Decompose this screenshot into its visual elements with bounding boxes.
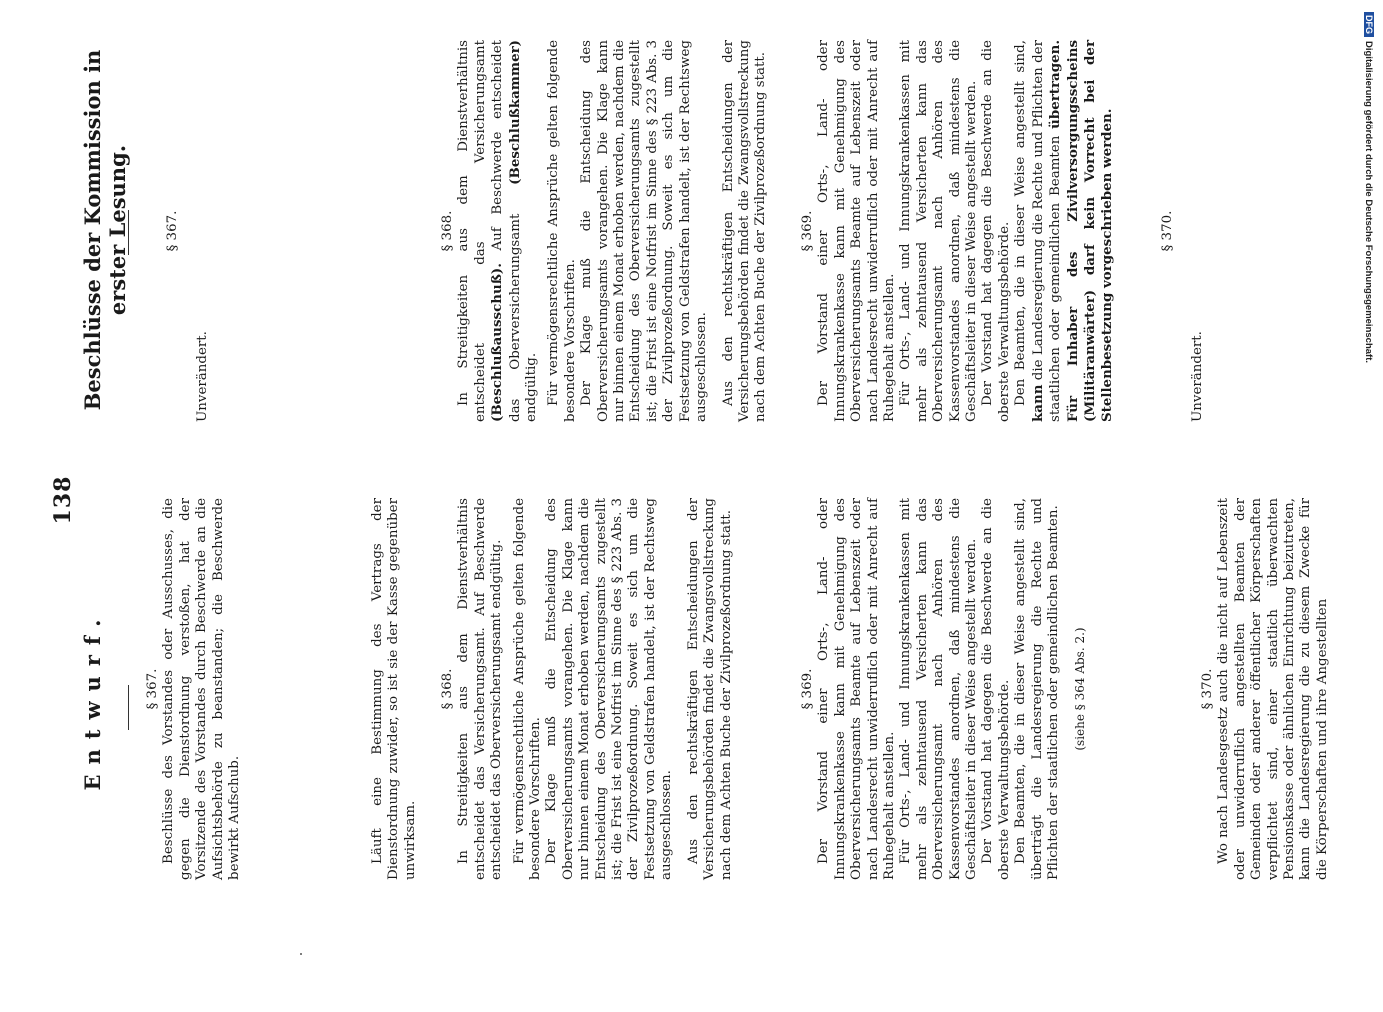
section-heading: § 369. xyxy=(800,210,815,252)
paragraph: In Streitigkeiten aus dem Dienstverhältnis entscheidet das Versicherungsamt. Auf Beschwerde entscheidet das Oberversicherungsamt endgültig. xyxy=(456,498,505,880)
paragraph: Für vermögensrechtliche Ansprüche gelten folgende besondere Vorschriften. xyxy=(546,40,578,422)
section-heading: § 367. xyxy=(145,668,160,710)
scan-speck xyxy=(300,953,302,955)
right-column-section-368 xyxy=(440,40,770,422)
right-column-section-370 xyxy=(1160,40,1207,422)
paragraph: Für Orts-, Land- und Innungskrankenkassen mit mehr als zehntausend Versicherten kann das Oberversicherungsamt nach Anhören des Kassenvorstandes anordnen, daß mindestens die Geschäftsleiter in dieser Weise angestellt werden. xyxy=(898,498,980,880)
paragraph: Der Vorstand hat dagegen die Beschwerde an die oberste Verwaltungsbehörde. xyxy=(980,498,1012,880)
section-heading: § 368. xyxy=(440,210,455,252)
paragraph xyxy=(456,40,540,422)
paragraph: Der Vorstand einer Orts-, Land- oder Innungskrankenkasse kann mit Genehmigung des Oberversicherungsamts Beamte auf Lebenszeit oder nach Landesrecht unwiderruflich oder mit Anrecht auf Ruhegehalt anstellen. xyxy=(816,498,898,880)
section-heading: § 368. xyxy=(440,668,455,710)
right-column-section-369 xyxy=(800,40,1117,422)
paragraph: Den Beamten, die in dieser Weise angestellt sind, überträgt die Landesregierung die Rechte und Pflichten der staatlichen oder gemeindlichen Beamten. xyxy=(1013,498,1062,880)
emphasis-amendment: kann xyxy=(1029,384,1046,422)
dfg-stamp xyxy=(1358,0,1374,1012)
emphasis-amendment: übertragen. Für Inhaber des Zivilversorgungsscheins (Militäranwärter) darf kein Vorrecht bei der Stellenbesetzung vorgeschrieben werden. xyxy=(1047,40,1116,422)
cross-reference-note: (siehe § 364 Abs. 2.) xyxy=(1072,627,1087,751)
paragraph: Der Vorstand hat dagegen die Beschwerde an die oberste Verwaltungsbehörde. xyxy=(980,40,1012,422)
paragraph: Aus den rechtskräftigen Entscheidungen der Versicherungsbehörden findet die Zwangsvollstreckung nach dem Achten Buche der Zivilprozeßordnung statt. xyxy=(685,498,734,880)
paragraph xyxy=(1013,40,1116,422)
dfg-funding-note: Digitalisierung gefördert durch die Deutsche Forschungsgemeinschaft. xyxy=(1363,41,1374,363)
text-run: Auf Beschwerde entscheidet das Oberversicherungsamt xyxy=(490,40,523,422)
section-heading: § 370. xyxy=(1200,668,1215,710)
paragraph: Der Vorstand einer Orts-, Land- oder Innungskrankenkasse kann mit Genehmigung des Oberversicherungsamts Beamte auf Lebenszeit oder nach Landesrecht unwiderruflich oder mit Anrecht auf Ruhegehalt anstellen. xyxy=(816,40,898,422)
dfg-sidebar xyxy=(1358,0,1374,1000)
left-column-section-369 xyxy=(800,498,1088,880)
section-heading: § 370. xyxy=(1160,210,1175,252)
left-column-section-370 xyxy=(1200,498,1331,880)
left-column-section-367 xyxy=(145,498,243,880)
right-column-heading: Beschlüsse der Kommission in erster Lesung. xyxy=(80,49,131,411)
heading-underline-left xyxy=(128,685,129,730)
paragraph: Beschlüsse des Vorstandes oder Ausschusses, die gegen die Dienstordnung verstoßen, hat der Vorsitzende des Vorstandes durch Beschwerde an die Aufsichtsbehörde zu beanstanden; die Beschwerde bewirkt Aufschub. xyxy=(161,498,243,880)
left-column-section-368 xyxy=(440,498,735,880)
paragraph: Unverändert. xyxy=(195,331,211,422)
heading-underline-right xyxy=(128,210,129,255)
text-run: endgültig. xyxy=(524,352,540,422)
left-column-section-367-addendum xyxy=(370,498,419,880)
paragraph: Läuft eine Bestimmung des Vertrags der Dienstordnung zuwider, so ist sie der Kasse gegenüber unwirksam. xyxy=(370,498,418,880)
page-number: 138 xyxy=(50,475,76,525)
dfg-logo: DFG xyxy=(1364,12,1374,37)
right-column-section-367 xyxy=(165,40,212,422)
paragraph: Unverändert. xyxy=(1190,331,1206,422)
emphasis-amendment: (Beschlußkammer) xyxy=(506,40,523,185)
section-heading: § 367. xyxy=(165,210,180,252)
paragraph: Für vermögensrechtliche Ansprüche gelten folgende besondere Vorschriften. xyxy=(511,498,544,880)
emphasis-amendment: (Beschlußausschuß). xyxy=(489,263,506,422)
paragraph: Für Orts-, Land- und Innungskrankenkassen mit mehr als zehntausend Versicherten kann das Oberversicherungsamt nach Anhören des Kassenvorstandes anordnen, daß mindestens die Geschäftsleiter in dieser Weise angestellt werden. xyxy=(898,40,980,422)
left-column-heading: Entwurf. xyxy=(80,609,105,791)
section-heading: § 369. xyxy=(800,668,815,710)
text-run: In Streitigkeiten aus dem Dienstverhältnis entscheidet das Versicherungsamt xyxy=(456,40,488,422)
paragraph: Der Klage muß die Entscheidung des Oberversicherungsamts vorangehen. Die Klage kann nur binnen einem Monat erhoben werden, nachdem die Entscheidung des Oberversicherungsamts zugestellt ist; die Frist ist eine Notfrist im Sinne des § 223 Abs. 3 der Zivilprozeßordnung. Soweit es sich um die Festsetzung von Geldstrafen handelt, ist der Rechtsweg ausgeschlossen. xyxy=(579,40,710,422)
paragraph: Der Klage muß die Entscheidung des Oberversicherungsamts vorangehen. Die Klage kann nur binnen einem Monat erhoben werden, nachdem die Entscheidung des Oberversicherungsamts zugestellt ist; die Frist ist eine Notfrist im Sinne des § 223 Abs. 3 der Zivilprozeßordnung. Soweit es sich um die Festsetzung von Geldstrafen handelt, ist der Rechtsweg ausgeschlossen. xyxy=(544,498,675,880)
paragraph: Aus den rechtskräftigen Entscheidungen der Versicherungsbehörden findet die Zwangsvollstreckung nach dem Achten Buche der Zivilprozeßordnung statt. xyxy=(720,40,769,422)
text-run: Den Beamten, die in dieser Weise angestellt sind, xyxy=(1013,40,1029,406)
text-run: die Landesregierung die Rechte und Pflichten der staatlichen oder gemeindlichen Beamten xyxy=(1030,40,1064,422)
paragraph: Wo nach Landesgesetz auch die nicht auf Lebenszeit oder unwiderruflich angestellten Beamten der Gemeinden oder anderer öffentlicher Körperschaften verpflichtet sind, einer staatlich überwachten Pensionskasse oder ähnlichen Einrichtung beizutreten, kann die Landesregierung die zu diesem Zwecke für die Körperschaften und ihre Angestellten xyxy=(1216,498,1330,880)
